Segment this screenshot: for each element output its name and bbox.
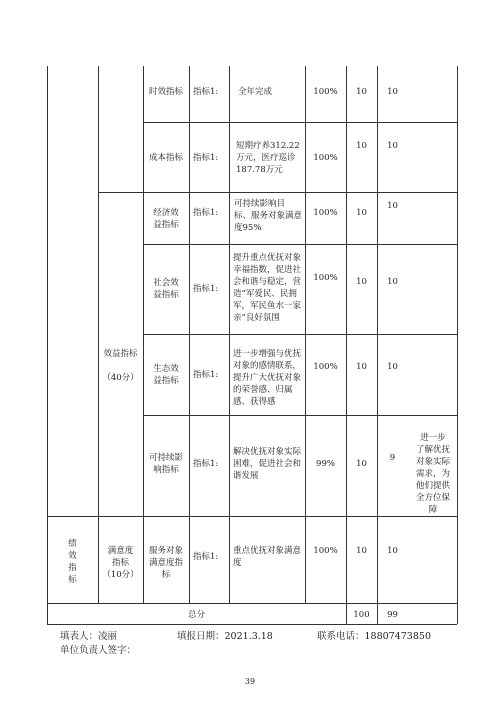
score-cell: 10: [387, 87, 398, 97]
weight-cell: 10: [356, 546, 367, 556]
weight-cell: 10: [356, 459, 367, 469]
note-cell: 进一步 了解优抚 对象实际 需求，为 他们提供 全方位保 障: [415, 433, 450, 515]
level3-cell: 时效指标: [148, 87, 183, 97]
total-weight: 100: [353, 610, 370, 620]
table-border-right: [457, 66, 458, 624]
page-number: 39: [244, 677, 256, 686]
level4-cell: 指标1:: [193, 370, 219, 380]
level3-cell: 可持续影 响指标: [148, 453, 183, 475]
level1-cell: 绩 效 指 标: [68, 539, 77, 585]
score-cell: 10: [387, 201, 398, 211]
date-label: 填报日期：2021.3.18: [177, 631, 273, 642]
level4-cell: 指标1:: [193, 87, 219, 97]
total-score: 99: [387, 610, 398, 620]
phone-label: 联系电话：18807473850: [317, 631, 431, 642]
weight-cell: 10: [356, 87, 367, 97]
level3-cell: 成本指标: [148, 153, 183, 163]
target-cell: 100%: [313, 208, 338, 218]
content-cell: 进一步增强与优抚 对象的感情联系， 提升广大优抚对象 的荣誉感、归属 感、获得感: [233, 349, 302, 407]
target-cell: 100%: [313, 87, 338, 97]
weight-cell: 10: [356, 141, 367, 151]
weight-cell: 10: [356, 277, 367, 287]
content-cell: 提升重点优抚对象 幸福指数，促进社 会和谐与稳定，营 造“军爱民、民拥 军，军民鱼水一家 亲”良好氛围: [233, 253, 302, 323]
content-cell: 可持续影响目 标、服务对象满意 度95%: [234, 199, 303, 233]
total-label: 总分: [187, 610, 205, 620]
level2-satisfaction-cell: 满意度 指标 （10分）: [102, 546, 139, 580]
target-cell: 100%: [313, 362, 338, 372]
level3-cell: 服务对象 满意度指 标: [148, 546, 183, 580]
level4-cell: 指标1:: [193, 284, 219, 294]
content-cell: 短期疗养312.22 万元，医疗巡诊 187.78万元: [236, 141, 300, 175]
target-cell: 100%: [313, 273, 338, 283]
score-cell: 9: [389, 453, 396, 463]
score-cell: 10: [387, 141, 398, 151]
score-cell: 10: [387, 546, 398, 556]
content-cell: 解决优抚对象实际 困难，促进社会和 谐发展: [233, 447, 302, 481]
filler-label: 填表人：凌丽: [60, 631, 118, 642]
level3-cell: 生态效 益指标: [153, 364, 179, 386]
content-cell: 全年完成: [238, 87, 273, 97]
table-border-bottom: [47, 624, 457, 625]
content-cell: 重点优抚对象满意 度: [233, 546, 302, 568]
level4-cell: 指标1:: [193, 153, 219, 163]
level2-benefit-cell: 效益指标 （40分）: [102, 349, 139, 383]
weight-cell: 10: [356, 208, 367, 218]
level4-cell: 指标1:: [193, 459, 219, 469]
weight-cell: 10: [356, 362, 367, 372]
level3-cell: 社会效 益指标: [153, 278, 179, 300]
score-cell: 10: [387, 362, 398, 372]
signature-label: 单位负责人签字：: [60, 645, 137, 656]
score-cell: 10: [387, 277, 398, 287]
target-cell: 99%: [316, 459, 335, 469]
target-cell: 100%: [313, 153, 338, 163]
level4-cell: 指标1:: [193, 552, 219, 562]
level3-cell: 经济效 益指标: [153, 208, 179, 230]
level4-cell: 指标1:: [193, 208, 219, 218]
target-cell: 100%: [313, 546, 338, 556]
